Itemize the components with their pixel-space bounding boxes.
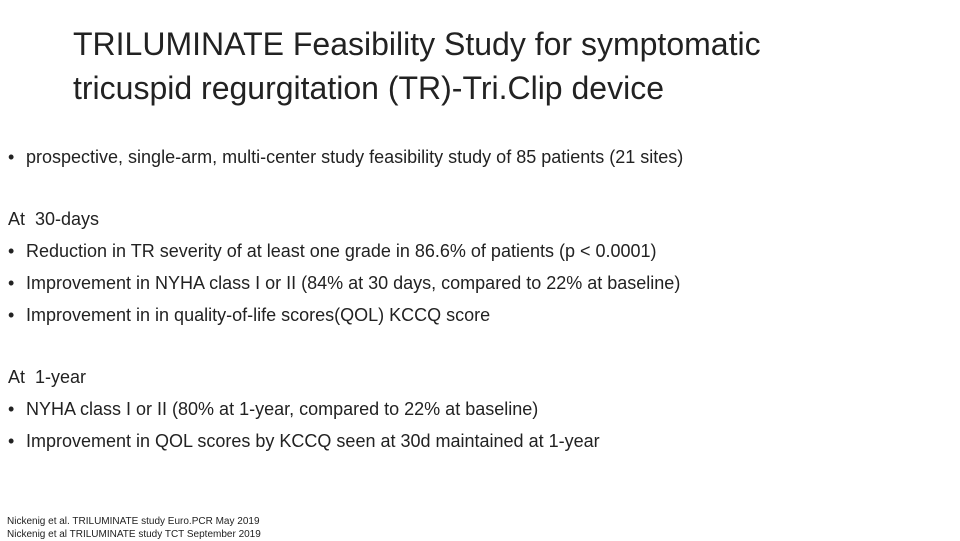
section-30d-item-text: Improvement in in quality-of-life scores(QOL) KCCQ score: [26, 305, 491, 325]
bullet-icon: •: [8, 147, 15, 167]
bullet-icon: •: [8, 273, 15, 293]
reference-line: Nickenig et al. TRILUMINATE study Euro.PCR May 2019: [7, 516, 260, 527]
spacer: [8, 331, 948, 361]
section-30d-item-text: Improvement in NYHA class I or II (84% at 30 days, compared to 22% at baseline): [26, 273, 681, 293]
section-1y-item-text: NYHA class I or II (80% at 1-year, compared to 22% at baseline): [26, 399, 539, 419]
section-30d-item: [8, 235, 948, 267]
intro-text: prospective, single-arm, multi-center study feasibility study of 85 patients (21 sites): [26, 147, 684, 167]
slide-title: [73, 22, 933, 110]
slide-title-line-1: TRILUMINATE Feasibility Study for symptomatic: [73, 26, 761, 62]
references: [7, 515, 261, 541]
slide-title-line-2: tricuspid regurgitation (TR)-Tri.Clip device: [73, 70, 664, 106]
section-1y-item: [8, 425, 948, 457]
intro-bullet-item: [8, 141, 948, 173]
section-1y-item-text: Improvement in QOL scores by KCCQ seen at 30d maintained at 1-year: [26, 431, 600, 451]
bullet-icon: •: [8, 305, 15, 325]
section-30d-item: [8, 267, 948, 299]
spacer: [8, 173, 948, 203]
slide-body: [8, 141, 948, 457]
section-30d-heading: At 30-days: [8, 209, 100, 229]
bullet-icon: •: [8, 431, 15, 451]
section-1y-heading: At 1-year: [8, 367, 87, 387]
section-30d-item-text: Reduction in TR severity of at least one grade in 86.6% of patients (p < 0.0001): [26, 241, 657, 261]
section-30d-item: [8, 299, 948, 331]
bullet-icon: •: [8, 241, 15, 261]
bullet-icon: •: [8, 399, 15, 419]
reference-line: Nickenig et al TRILUMINATE study TCT September 2019: [7, 529, 261, 540]
section-1y-item: [8, 393, 948, 425]
